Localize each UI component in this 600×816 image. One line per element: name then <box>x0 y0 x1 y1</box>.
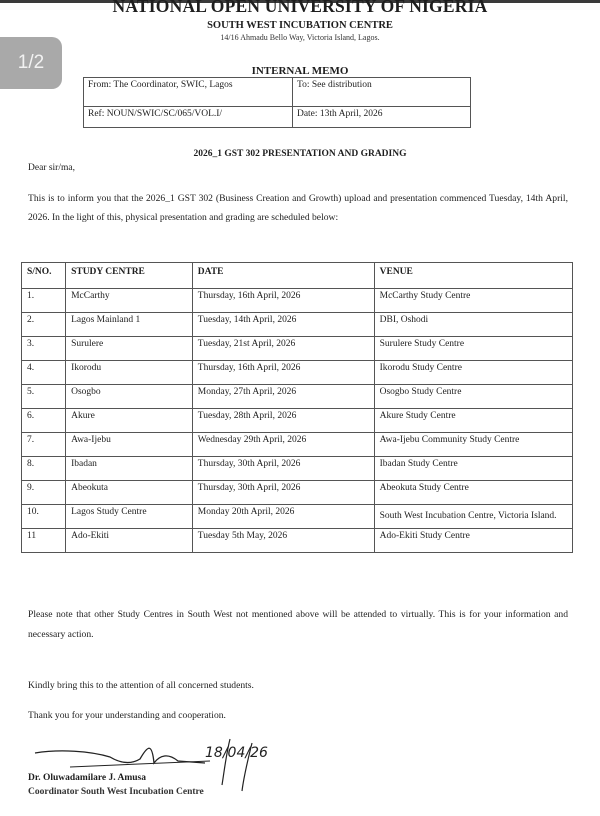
cell-date: Thursday, 30th April, 2026 <box>192 457 374 481</box>
cell-venue: Ado-Ekiti Study Centre <box>374 529 572 553</box>
cell-centre: Ibadan <box>66 457 193 481</box>
schedule-header-row <box>22 263 573 289</box>
table-row <box>22 529 573 553</box>
memo-ref: Ref: NOUN/SWIC/SC/065/VOL.I/ <box>84 107 293 128</box>
header-date: DATE <box>192 263 374 289</box>
cell-date: Thursday, 16th April, 2026 <box>192 289 374 313</box>
signer-title: Coordinator South West Incubation Centre <box>28 787 204 797</box>
table-row <box>22 481 573 505</box>
cell-centre: Abeokuta <box>66 481 193 505</box>
cell-date: Wednesday 29th April, 2026 <box>192 433 374 457</box>
cell-venue: DBI, Oshodi <box>374 313 572 337</box>
signature-icon <box>30 735 290 795</box>
schedule-table <box>21 262 573 553</box>
memo-from: From: The Coordinator, SWIC, Lagos <box>84 78 293 107</box>
letterhead <box>0 0 600 43</box>
table-row <box>22 361 573 385</box>
memo-header-table <box>83 77 471 128</box>
header-study-centre: STUDY CENTRE <box>66 263 193 289</box>
cell-venue: Surulere Study Centre <box>374 337 572 361</box>
cell-venue: Akure Study Centre <box>374 409 572 433</box>
cell-venue: Ibadan Study Centre <box>374 457 572 481</box>
cell-sno: 9. <box>22 481 66 505</box>
cell-venue: McCarthy Study Centre <box>374 289 572 313</box>
cell-sno: 2. <box>22 313 66 337</box>
cell-centre: Akure <box>66 409 193 433</box>
table-row <box>22 385 573 409</box>
cell-venue: Osogbo Study Centre <box>374 385 572 409</box>
cell-venue: Abeokuta Study Centre <box>374 481 572 505</box>
cell-date: Tuesday, 28th April, 2026 <box>192 409 374 433</box>
header-sno: S/NO. <box>22 263 66 289</box>
cell-centre: Awa-Ijebu <box>66 433 193 457</box>
cell-sno: 4. <box>22 361 66 385</box>
cell-venue: Awa-Ijebu Community Study Centre <box>374 433 572 457</box>
cell-sno: 11 <box>22 529 66 553</box>
cell-sno: 7. <box>22 433 66 457</box>
cell-date: Tuesday, 21st April, 2026 <box>192 337 374 361</box>
table-row <box>22 289 573 313</box>
page-indicator: 1/2 <box>0 37 62 89</box>
header-venue: VENUE <box>374 263 572 289</box>
thanks-paragraph: Thank you for your understanding and cooperation. <box>28 710 226 721</box>
cell-centre: McCarthy <box>66 289 193 313</box>
memo-title: INTERNAL MEMO <box>251 65 349 77</box>
intro-paragraph: This is to inform you that the 2026_1 GST 302 (Business Creation and Growth) upload and presentation commenced Tuesday, 14th April, 2026. In the light of this, physical presentation and grading are scheduled below: <box>28 193 568 223</box>
kindly-paragraph: Kindly bring this to the attention of all concerned students. <box>28 680 254 691</box>
table-row <box>22 313 573 337</box>
memo-subject: 2026_1 GST 302 PRESENTATION AND GRADING <box>193 149 407 159</box>
centre-name: SOUTH WEST INCUBATION CENTRE <box>207 20 393 31</box>
table-row <box>22 409 573 433</box>
cell-date: Monday, 27th April, 2026 <box>192 385 374 409</box>
note-paragraph: Please note that other Study Centres in South West not mentioned above will be attended to virtually. This is for your information and necessary action. <box>28 609 568 640</box>
cell-sno: 3. <box>22 337 66 361</box>
cell-sno: 6. <box>22 409 66 433</box>
cell-date: Thursday, 16th April, 2026 <box>192 361 374 385</box>
cell-centre: Osogbo <box>66 385 193 409</box>
signer-name: Dr. Oluwadamilare J. Amusa <box>28 773 146 783</box>
table-row <box>22 505 573 529</box>
cell-date: Tuesday 5th May, 2026 <box>192 529 374 553</box>
cell-date: Tuesday, 14th April, 2026 <box>192 313 374 337</box>
cell-date: Monday 20th April, 2026 <box>192 505 374 529</box>
cell-sno: 10. <box>22 505 66 529</box>
centre-address: 14/16 Ahmadu Bello Way, Victoria Island, Lagos. <box>220 33 380 42</box>
table-row <box>22 433 573 457</box>
cell-venue: Ikorodu Study Centre <box>374 361 572 385</box>
cell-venue: South West Incubation Centre, Victoria Island. <box>374 505 572 529</box>
cell-centre: Ado-Ekiti <box>66 529 193 553</box>
cell-centre: Ikorodu <box>66 361 193 385</box>
organization-name: NATIONAL OPEN UNIVERSITY OF NIGERIA <box>112 0 488 16</box>
memo-to: To: See distribution <box>292 78 470 107</box>
memo-date: Date: 13th April, 2026 <box>292 107 470 128</box>
cell-centre: Surulere <box>66 337 193 361</box>
salutation: Dear sir/ma, <box>28 163 75 173</box>
cell-centre: Lagos Mainland 1 <box>66 313 193 337</box>
table-row <box>22 457 573 481</box>
cell-centre: Lagos Study Centre <box>66 505 193 529</box>
cell-sno: 8. <box>22 457 66 481</box>
cell-sno: 5. <box>22 385 66 409</box>
cell-sno: 1. <box>22 289 66 313</box>
table-row <box>22 337 573 361</box>
signature-date: 18/04/26 <box>205 745 268 761</box>
cell-date: Thursday, 30th April, 2026 <box>192 481 374 505</box>
